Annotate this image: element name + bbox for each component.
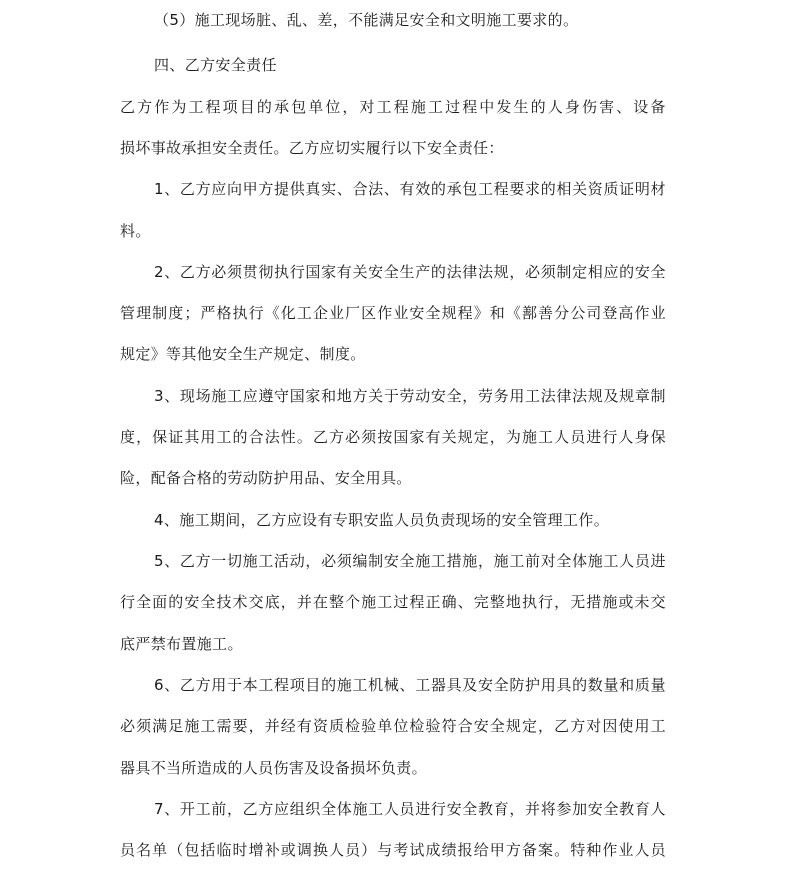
paragraph-line: 2 、 乙 方 必 须 贯 彻 执 行 国 家 有 关 安 全 生 产 的 法 律 法 规 ， 必 须 制 定 相 应 的 安 全 [154, 263, 666, 281]
paragraph-line: 7 、 开 工 前 ， 乙 方 应 组 织 全 体 施 工 人 员 进 行 安 全 教 育 ， 并 将 参 加 安 全 教 育 人 [154, 800, 666, 818]
paragraph-line: 度 ， 保 证 其 用 工 的 合 法 性 。 乙 方 必 须 按 国 家 有 关 规 定 ， 为 施 工 人 员 进 行 人 身 保 [120, 428, 666, 446]
section-heading: 四、乙方安全责任 [154, 56, 277, 74]
paragraph-line: 必 须 满 足 施 工 需 要 ， 并 经 有 资 质 检 验 单 位 检 验 符 合 安 全 规 定 ， 乙 方 对 因 使 用 工 [120, 717, 666, 735]
paragraph-line: 3 、 现 场 施 工 应 遵 守 国 家 和 地 方 关 于 劳 动 安 全 ， 劳 务 用 工 法 律 法 规 及 规 章 制 [154, 387, 666, 405]
paragraph-line: 器具不当所造成的人员伤害及设备损坏负责。 [120, 759, 428, 777]
paragraph-line: 料。 [120, 222, 151, 240]
paragraph-line: 规定》等其他安全生产规定、制度。 [120, 345, 366, 363]
paragraph-line: 乙 方 作 为 工 程 项 目 的 承 包 单 位 ， 对 工 程 施 工 过 程 中 发 生 的 人 身 伤 害 、 设 备 [120, 98, 666, 116]
paragraph-line: 底严禁布置施工。 [120, 635, 243, 653]
paragraph-line: 员 名 单 （ 包 括 临 时 增 补 或 调 换 人 员 ） 与 考 试 成 绩 报 给 甲 方 备 案 。 特 种 作 业 人 员 [120, 841, 666, 859]
paragraph-line: 行 全 面 的 安 全 技 术 交 底 ， 并 在 整 个 施 工 过 程 正 确 、 完 整 地 执 行 ， 无 措 施 或 未 交 [120, 593, 666, 611]
paragraph-line: 6 、 乙 方 用 于 本 工 程 项 目 的 施 工 机 械 、 工 器 具 及 安 全 防 护 用 具 的 数 量 和 质 量 [154, 676, 666, 694]
paragraph-line: 险，配备合格的劳动防护用品、安全用具。 [120, 469, 412, 487]
paragraph-line: 4、施工期间，乙方应设有专职安监人员负责现场的安全管理工作。 [154, 511, 610, 529]
paragraph-line: 1 、 乙 方 应 向 甲 方 提 供 真 实 、 合 法 、 有 效 的 承 包 工 程 要 求 的 相 关 资 质 证 明 材 [154, 180, 666, 198]
item-5-line: （5）施工现场脏、乱、差，不能满足安全和文明施工要求的。 [154, 11, 579, 29]
paragraph-line: 管 理 制 度 ； 严 格 执 行 《 化 工 企 业 厂 区 作 业 安 全 规 程 》 和 《 鄯 善 分 公 司 登 高 作 业 [120, 304, 666, 322]
paragraph-line: 5 、 乙 方 一 切 施 工 活 动 ， 必 须 编 制 安 全 施 工 措 施 ， 施 工 前 对 全 体 施 工 人 员 进 [154, 552, 666, 570]
paragraph-line: 损坏事故承担安全责任。乙方应切实履行以下安全责任： [120, 139, 504, 157]
